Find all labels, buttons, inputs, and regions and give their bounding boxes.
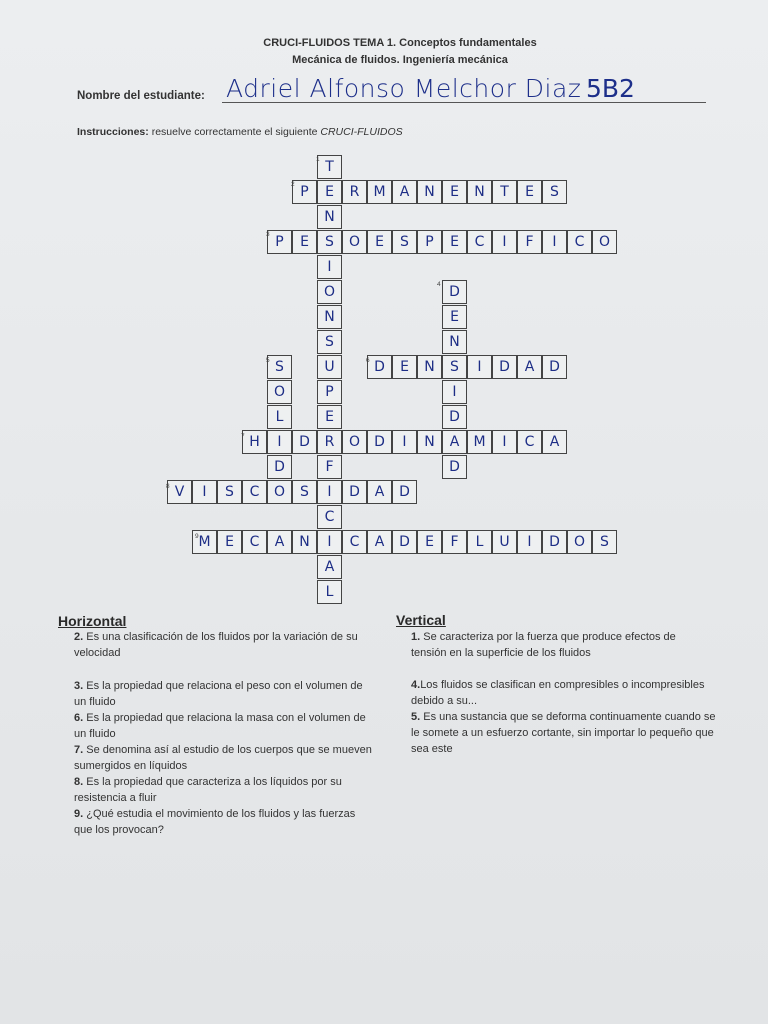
clue-num: 5.: [411, 711, 421, 723]
crossword-cell: N: [442, 330, 467, 354]
crossword-cell: I: [467, 355, 492, 379]
crossword-cell: C: [317, 505, 342, 529]
clue-number-9: 9: [195, 533, 199, 540]
crossword-cell: U: [492, 530, 517, 554]
crossword-cell: N: [417, 180, 442, 204]
clue-text: Se caracteriza por la fuerza que produce efectos de tensión en la superficie de los fluidos: [411, 631, 676, 659]
crossword-cell: D: [442, 455, 467, 479]
crossword-cell: O: [567, 530, 592, 554]
crossword-cell: I: [317, 480, 342, 504]
clue-num: 4.: [411, 679, 421, 691]
crossword-cell: C: [517, 430, 542, 454]
crossword-cell: E: [317, 180, 342, 204]
clue-text: ¿Qué estudia el movimiento de los fluidos y las fuerzas que los provocan?: [74, 808, 356, 836]
clue-text: Se denomina así al estudio de los cuerpos que se mueven sumergidos en líquidos: [74, 744, 372, 772]
crossword-cell: E: [442, 230, 467, 254]
crossword-cell: N: [417, 355, 442, 379]
crossword-cell: S: [217, 480, 242, 504]
crossword-cell: A: [442, 430, 467, 454]
crossword-cell: E: [367, 230, 392, 254]
crossword-cell: I: [492, 430, 517, 454]
crossword-cell: D: [342, 480, 367, 504]
vertical-clue-1: [411, 629, 711, 661]
worksheet-title: CRUCI-FLUIDOS TEMA 1. Conceptos fundamentales: [263, 37, 537, 49]
crossword-cell: V: [167, 480, 192, 504]
clue-num: 1.: [411, 631, 421, 643]
clue-num: 6.: [74, 712, 84, 724]
crossword-cell: E: [517, 180, 542, 204]
crossword-cell: F: [317, 455, 342, 479]
clue-text: Es la propiedad que relaciona la masa con el volumen de un fluido: [74, 712, 366, 740]
crossword-cell: F: [442, 530, 467, 554]
crossword-cell: I: [317, 255, 342, 279]
instructions-title: CRUCI-FLUIDOS: [320, 126, 403, 138]
crossword-cell: C: [467, 230, 492, 254]
crossword-cell: R: [342, 180, 367, 204]
crossword-cell: M: [192, 530, 217, 554]
crossword-cell: O: [342, 430, 367, 454]
crossword-cell: L: [317, 580, 342, 604]
crossword-cell: A: [517, 355, 542, 379]
horizontal-clue-9: [74, 806, 374, 838]
crossword-cell: D: [367, 355, 392, 379]
crossword-cell: N: [467, 180, 492, 204]
crossword-cell: U: [317, 355, 342, 379]
crossword-cell: N: [317, 205, 342, 229]
horizontal-clue-6: [74, 710, 374, 742]
crossword-cell: S: [592, 530, 617, 554]
clue-number-5: 5: [266, 357, 270, 364]
student-name-handwritten: Adriel Alfonso Melchor Diaz: [226, 74, 582, 103]
vertical-heading: Vertical: [396, 612, 446, 628]
crossword-cell: S: [267, 355, 292, 379]
crossword-cell: C: [567, 230, 592, 254]
horizontal-clue-3: [74, 678, 374, 710]
crossword-cell: D: [492, 355, 517, 379]
crossword-cell: A: [317, 555, 342, 579]
instructions-text: resuelve correctamente el siguiente: [148, 126, 321, 138]
crossword-cell: I: [542, 230, 567, 254]
crossword-cell: N: [317, 305, 342, 329]
crossword-cell: D: [442, 280, 467, 304]
crossword-cell: T: [317, 155, 342, 179]
horizontal-clue-2: [74, 629, 374, 661]
crossword-cell: E: [442, 180, 467, 204]
crossword-cell: I: [517, 530, 542, 554]
clue-number-7: 7: [241, 433, 245, 440]
clue-number-2: 2: [291, 181, 295, 188]
crossword-cell: O: [342, 230, 367, 254]
clue-text: Es la propiedad que relaciona el peso con el volumen de un fluido: [74, 680, 363, 708]
clue-number-8: 8: [166, 483, 170, 490]
crossword-cell: L: [467, 530, 492, 554]
crossword-cell: P: [417, 230, 442, 254]
crossword-cell: O: [592, 230, 617, 254]
clue-number-4: 4: [437, 281, 441, 288]
crossword-cell: D: [292, 430, 317, 454]
crossword-cell: P: [267, 230, 292, 254]
clue-text: Es una clasificación de los fluidos por la variación de su velocidad: [74, 631, 358, 659]
clue-number-6: 6: [366, 357, 370, 364]
crossword-cell: P: [292, 180, 317, 204]
crossword-cell: F: [517, 230, 542, 254]
crossword-cell: S: [317, 330, 342, 354]
crossword-cell: S: [442, 355, 467, 379]
crossword-cell: D: [442, 405, 467, 429]
crossword-cell: P: [317, 380, 342, 404]
crossword-cell: E: [417, 530, 442, 554]
crossword-cell: D: [542, 355, 567, 379]
crossword-cell: D: [367, 430, 392, 454]
crossword-cell: S: [542, 180, 567, 204]
crossword-cell: M: [367, 180, 392, 204]
clue-text: Es una sustancia que se deforma continuamente cuando se le somete a un esfuerzo cortante, sin importar lo pequeño que sea este: [411, 711, 716, 755]
crossword-cell: S: [392, 230, 417, 254]
crossword-cell: C: [242, 530, 267, 554]
crossword-cell: A: [392, 180, 417, 204]
crossword-cell: E: [392, 355, 417, 379]
worksheet-subtitle: Mecánica de fluidos. Ingeniería mecánica: [292, 54, 508, 66]
crossword-cell: C: [242, 480, 267, 504]
instructions-label: Instrucciones:: [77, 126, 149, 138]
crossword-cell: D: [542, 530, 567, 554]
crossword-cell: E: [442, 305, 467, 329]
crossword-cell: A: [367, 480, 392, 504]
crossword-cell: O: [267, 480, 292, 504]
crossword-cell: N: [417, 430, 442, 454]
crossword-cell: I: [317, 530, 342, 554]
student-name-label: Nombre del estudiante:: [77, 90, 205, 102]
crossword-cell: A: [542, 430, 567, 454]
clue-number-1: 1: [316, 156, 320, 163]
clue-num: 2.: [74, 631, 84, 643]
crossword-cell: S: [292, 480, 317, 504]
vertical-clue-4: [411, 677, 711, 709]
crossword-cell: H: [242, 430, 267, 454]
crossword-cell: A: [367, 530, 392, 554]
crossword-cell: I: [442, 380, 467, 404]
crossword-cell: E: [292, 230, 317, 254]
crossword-cell: D: [392, 480, 417, 504]
crossword-cell: I: [267, 430, 292, 454]
clue-num: 7.: [74, 744, 84, 756]
crossword-cell: O: [317, 280, 342, 304]
clue-number-3: 3: [266, 231, 270, 238]
crossword-cell: R: [317, 430, 342, 454]
student-group-handwritten: 5B2: [586, 74, 635, 103]
crossword-cell: I: [392, 430, 417, 454]
clue-text: Es la propiedad que caracteriza a los líquidos por su resistencia a fluir: [74, 776, 342, 804]
crossword-cell: S: [317, 230, 342, 254]
crossword-cell: D: [392, 530, 417, 554]
horizontal-heading: Horizontal: [58, 613, 127, 629]
clue-num: 3.: [74, 680, 84, 692]
crossword-cell: I: [192, 480, 217, 504]
horizontal-clue-7: [74, 742, 379, 774]
vertical-clue-5: [411, 709, 726, 757]
clue-num: 9.: [74, 808, 84, 820]
clue-text: Los fluidos se clasifican en compresibles o incompresibles debido a su...: [411, 679, 705, 707]
crossword-cell: T: [492, 180, 517, 204]
crossword-cell: A: [267, 530, 292, 554]
crossword-cell: I: [492, 230, 517, 254]
crossword-cell: M: [467, 430, 492, 454]
crossword-cell: L: [267, 405, 292, 429]
crossword-cell: O: [267, 380, 292, 404]
horizontal-clue-8: [74, 774, 374, 806]
crossword-cell: E: [217, 530, 242, 554]
clue-num: 8.: [74, 776, 84, 788]
crossword-cell: E: [317, 405, 342, 429]
crossword-cell: C: [342, 530, 367, 554]
crossword-cell: N: [292, 530, 317, 554]
crossword-cell: D: [267, 455, 292, 479]
